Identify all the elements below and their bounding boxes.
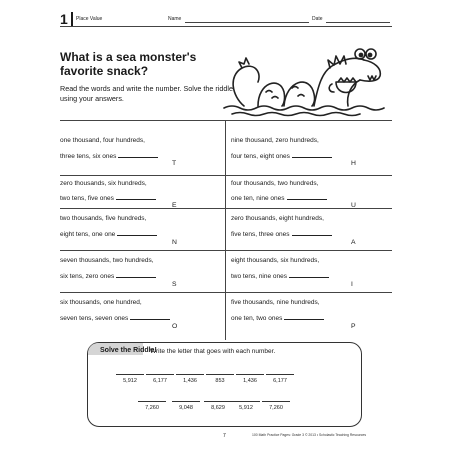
riddle-number: 6,177	[273, 378, 287, 384]
riddle-answer[interactable]	[116, 366, 144, 384]
clue-line1: six thousands, one hundred,	[60, 299, 142, 306]
clue-line2: three tens, six ones	[60, 153, 117, 160]
answer-blank[interactable]	[292, 151, 332, 158]
riddle-number: 7,260	[269, 405, 283, 411]
answer-blank[interactable]	[130, 313, 170, 320]
clue-cell	[60, 295, 220, 337]
clue-cell	[231, 211, 391, 253]
riddle-answer[interactable]	[176, 366, 204, 384]
riddle-number: 1,436	[243, 378, 257, 384]
riddle-number: 1,436	[183, 378, 197, 384]
riddle-answer[interactable]	[232, 393, 260, 411]
clue-line1: one thousand, four hundreds,	[60, 137, 145, 144]
clue-line1: eight thousands, six hundreds,	[231, 257, 320, 264]
clue-line2: two tens, nine ones	[231, 273, 288, 280]
name-label: Name	[168, 16, 182, 22]
header-divider	[71, 12, 73, 26]
clue-grid	[60, 120, 392, 340]
clue-letter: E	[172, 202, 177, 209]
clue-line1: five thousands, nine hundreds,	[231, 299, 320, 306]
riddle-number: 7,260	[145, 405, 159, 411]
answer-blank[interactable]	[287, 193, 327, 200]
clue-line1: seven thousands, two hundreds,	[60, 257, 154, 264]
answer-blank[interactable]	[289, 271, 329, 278]
clue-letter: N	[172, 239, 177, 246]
answer-blank[interactable]	[116, 271, 156, 278]
clue-line2: four tens, eight ones	[231, 153, 290, 160]
riddle-heading: Solve the Riddle!	[100, 347, 157, 354]
riddle-answer[interactable]	[138, 393, 166, 411]
clue-line2: two tens, five ones	[60, 195, 114, 202]
date-label: Date	[312, 16, 323, 22]
clue-line2: one ten, two ones	[231, 315, 283, 322]
footer-credit: 100 Math Practice Pages: Grade 3 © 2013 • Scholastic Teaching Resources	[252, 433, 367, 437]
page-title: What is a sea monster's favorite snack?	[60, 50, 197, 78]
clue-cell	[231, 295, 391, 337]
riddle-answer[interactable]	[172, 393, 200, 411]
clue-line2: eight tens, one one	[60, 231, 116, 238]
clue-letter: S	[172, 281, 177, 288]
clue-cell	[60, 253, 220, 295]
riddle-number: 5,912	[123, 378, 137, 384]
grid-divider	[225, 120, 226, 340]
clue-letter: H	[351, 160, 356, 167]
page-number: 7	[223, 433, 226, 439]
clue-line2: one ten, nine ones	[231, 195, 285, 202]
clue-line1: nine thousand, zero hundreds,	[231, 137, 319, 144]
clue-cell	[231, 253, 391, 295]
clue-letter: I	[351, 281, 353, 288]
date-field-line[interactable]	[326, 22, 390, 23]
riddle-number: 5,912	[239, 405, 253, 411]
clue-line2: six tens, zero ones	[60, 273, 115, 280]
clue-letter: T	[172, 160, 177, 167]
riddle-answer[interactable]	[266, 366, 294, 384]
sea-monster-illustration	[222, 36, 392, 118]
grid-rule	[60, 120, 392, 121]
unit-number: 1	[60, 11, 68, 27]
clue-line1: four thousands, two hundreds,	[231, 180, 319, 187]
clue-cell	[60, 211, 220, 253]
header-rule	[60, 26, 392, 27]
answer-blank[interactable]	[284, 313, 324, 320]
riddle-answer[interactable]	[204, 393, 232, 411]
clue-letter: O	[172, 323, 178, 330]
grid-rule	[60, 175, 392, 176]
riddle-answer[interactable]	[262, 393, 290, 411]
answer-blank[interactable]	[117, 229, 157, 236]
riddle-number: 6,177	[153, 378, 167, 384]
answer-blank[interactable]	[118, 151, 158, 158]
riddle-answer[interactable]	[146, 366, 174, 384]
instructions: Read the words and write the number. Solve the riddle using your answers.	[60, 84, 233, 103]
clue-cell	[231, 133, 391, 175]
clue-letter: P	[351, 323, 356, 330]
clue-line1: two thousands, five hundreds,	[60, 215, 147, 222]
clue-letter: U	[351, 202, 356, 209]
riddle-number: 8,629	[211, 405, 225, 411]
riddle-answer[interactable]	[206, 366, 234, 384]
answer-blank[interactable]	[116, 193, 156, 200]
riddle-number: 853	[215, 378, 225, 384]
clue-line2: seven tens, seven ones	[60, 315, 129, 322]
clue-letter: A	[351, 239, 356, 246]
clue-line2: five tens, three ones	[231, 231, 290, 238]
name-field-line[interactable]	[185, 22, 309, 23]
riddle-number: 9,048	[179, 405, 193, 411]
riddle-answer[interactable]	[236, 366, 264, 384]
riddle-instruction: Write the letter that goes with each number.	[150, 348, 276, 355]
clue-line1: zero thousands, eight hundreds,	[231, 215, 324, 222]
answer-blank[interactable]	[292, 229, 332, 236]
clue-line1: zero thousands, six hundreds,	[60, 180, 147, 187]
unit-title: Place Value	[76, 16, 103, 22]
clue-cell	[60, 133, 220, 175]
